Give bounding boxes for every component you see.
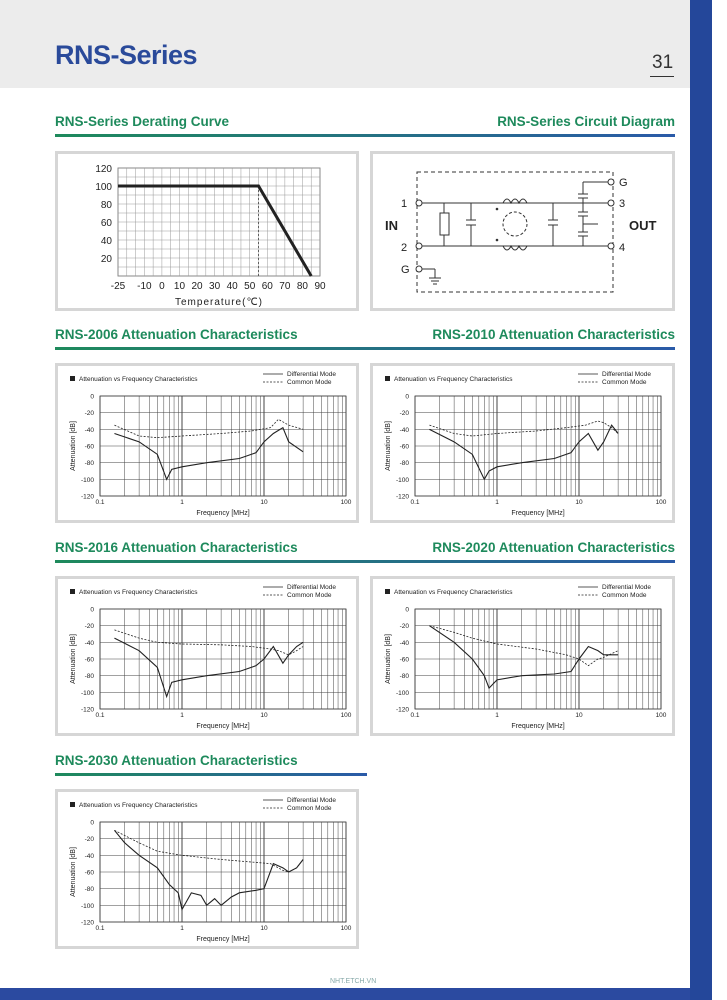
x-tick-label: -10 (137, 281, 152, 292)
y-tick-label: -40 (399, 639, 409, 647)
att2016-panel (55, 576, 359, 736)
x-axis-label: Frequency [MHz] (196, 510, 250, 517)
legend-label: Common Mode (602, 379, 647, 386)
y-tick-label: -60 (399, 656, 409, 664)
pin-3: 3 (619, 198, 626, 210)
y-tick-label: 0 (90, 606, 94, 614)
y-tick-label: 20 (100, 254, 112, 265)
y-tick-label: -80 (84, 673, 94, 681)
y-tick-label: -80 (399, 460, 409, 468)
x-tick-label: 30 (209, 281, 221, 292)
x-tick-label: 100 (340, 925, 352, 932)
y-tick-label: -20 (399, 410, 409, 418)
heading-att2020: RNS-2020 Attenuation Characteristics (432, 540, 675, 555)
x-tick-label: 80 (296, 281, 308, 292)
y-tick-label: -100 (80, 476, 94, 484)
x-tick-label: 10 (260, 712, 268, 719)
pin-g-out: G (619, 177, 628, 189)
y-tick-label: -20 (84, 410, 94, 418)
page-number: 31 (652, 52, 674, 73)
circuit-diagram (373, 154, 672, 308)
att2010-panel (370, 363, 675, 523)
y-tick-label: -100 (80, 689, 94, 697)
legend-label: Differential Mode (287, 371, 337, 378)
right-accent-bar (690, 0, 712, 1000)
att2020-chart (373, 579, 672, 733)
legend-bullet (385, 589, 390, 594)
x-tick-label: 0.1 (95, 712, 105, 719)
y-tick-label: -60 (399, 443, 409, 451)
page-number-rule (650, 76, 674, 77)
legend-label: Differential Mode (602, 584, 652, 591)
pin-1: 1 (401, 198, 408, 210)
chart-title: Attenuation vs Frequency Characteristics (394, 589, 513, 596)
att2020-panel (370, 576, 675, 736)
x-tick-label: 90 (314, 281, 326, 292)
x-tick-label: 1 (495, 499, 499, 506)
y-axis-label: Attenuation [dB] (385, 421, 392, 471)
legend-label: Differential Mode (602, 371, 652, 378)
chart-title: Attenuation vs Frequency Characteristics (79, 802, 198, 809)
legend-label: Common Mode (602, 592, 647, 599)
x-axis-label: Frequency [MHz] (511, 723, 565, 730)
page-title: RNS-Series (55, 40, 198, 70)
y-tick-label: 0 (90, 393, 94, 401)
y-axis-label: Attenuation [dB] (70, 634, 77, 684)
x-tick-label: 1 (180, 712, 184, 719)
x-axis-label: Frequency [MHz] (196, 936, 250, 943)
y-tick-label: -40 (399, 426, 409, 434)
y-tick-label: 60 (100, 218, 112, 229)
pin-g-in: G (401, 264, 410, 276)
x-tick-label: 0.1 (410, 712, 420, 719)
att2006-panel (55, 363, 359, 523)
heading-att2010: RNS-2010 Attenuation Characteristics (432, 327, 675, 342)
y-tick-label: -40 (84, 426, 94, 434)
y-axis-label: Attenuation [dB] (70, 421, 77, 471)
heading-rule (55, 347, 675, 350)
x-tick-label: 10 (173, 281, 186, 292)
y-tick-label: 0 (405, 393, 409, 401)
y-tick-label: -100 (395, 476, 409, 484)
att2016-chart (58, 579, 356, 733)
x-tick-label: 1 (180, 925, 184, 932)
y-tick-label: -60 (84, 656, 94, 664)
y-tick-label: -80 (84, 460, 94, 468)
x-tick-label: 100 (340, 499, 352, 506)
legend-label: Common Mode (287, 379, 332, 386)
att2030-chart (58, 792, 356, 946)
y-tick-label: -60 (84, 443, 94, 451)
x-axis-label: Frequency [MHz] (196, 723, 250, 730)
x-tick-label: 100 (655, 712, 667, 719)
y-tick-label: -20 (84, 623, 94, 631)
x-tick-label: 40 (226, 281, 238, 292)
y-tick-label: 40 (100, 236, 112, 247)
heading-att2006: RNS-2006 Attenuation Characteristics (55, 327, 298, 342)
heading-derating: RNS-Series Derating Curve (55, 114, 230, 129)
x-axis-label: Frequency [MHz] (511, 510, 565, 517)
y-tick-label: -80 (399, 673, 409, 681)
y-tick-label: -100 (395, 689, 409, 697)
y-tick-label: -20 (399, 623, 409, 631)
y-tick-label: -120 (395, 706, 409, 714)
y-axis-label: Attenuation [dB] (385, 634, 392, 684)
x-tick-label: 0.1 (95, 925, 105, 932)
x-tick-label: 10 (575, 499, 583, 506)
circuit-panel (370, 151, 675, 311)
legend-label: Common Mode (287, 592, 332, 599)
x-tick-label: 0.1 (410, 499, 420, 506)
att2006-chart (58, 366, 356, 520)
legend-bullet (385, 376, 390, 381)
x-tick-label: 1 (180, 499, 184, 506)
x-tick-label: 0.1 (95, 499, 105, 506)
y-tick-label: 120 (95, 164, 112, 175)
x-tick-label: 1 (495, 712, 499, 719)
in-label: IN (385, 218, 398, 233)
x-tick-label: 70 (279, 281, 291, 292)
heading-att2030: RNS-2030 Attenuation Characteristics (55, 753, 298, 768)
y-tick-label: 100 (95, 182, 112, 193)
x-tick-label: 10 (575, 712, 583, 719)
x-axis-label: Temperature(℃) (174, 297, 264, 308)
x-tick-label: 10 (260, 499, 268, 506)
pin-2: 2 (401, 242, 408, 254)
y-tick-label: 80 (100, 200, 112, 211)
att2010-chart (373, 366, 672, 520)
x-tick-label: -25 (110, 281, 126, 292)
derating-chart (58, 154, 356, 308)
y-tick-label: -120 (395, 493, 409, 501)
footer-text: NHT.ETCH.VN (330, 978, 377, 985)
y-tick-label: -100 (80, 902, 94, 910)
x-tick-label: 60 (261, 281, 273, 292)
att2030-panel (55, 789, 359, 949)
heading-rule (55, 773, 367, 776)
x-tick-label: 100 (655, 499, 667, 506)
heading-circuit: RNS-Series Circuit Diagram (497, 114, 675, 129)
y-tick-label: -120 (80, 493, 94, 501)
y-tick-label: -40 (84, 639, 94, 647)
out-label: OUT (629, 218, 657, 233)
heading-rule (55, 560, 675, 563)
y-tick-label: 0 (90, 819, 94, 827)
derating-panel (55, 151, 359, 311)
x-tick-label: 100 (340, 712, 352, 719)
y-axis-label: Attenuation [dB] (70, 847, 77, 897)
y-tick-label: -120 (80, 919, 94, 927)
legend-label: Common Mode (287, 805, 332, 812)
right-edge (712, 0, 727, 1000)
x-tick-label: 20 (191, 281, 203, 292)
x-tick-label: 10 (260, 925, 268, 932)
y-tick-label: -120 (80, 706, 94, 714)
y-tick-label: -40 (84, 852, 94, 860)
chart-title: Attenuation vs Frequency Characteristics (79, 589, 198, 596)
y-tick-label: 0 (405, 606, 409, 614)
chart-title: Attenuation vs Frequency Characteristics (394, 376, 513, 383)
y-tick-label: -60 (84, 869, 94, 877)
legend-bullet (70, 376, 75, 381)
chart-title: Attenuation vs Frequency Characteristics (79, 376, 198, 383)
legend-bullet (70, 589, 75, 594)
legend-bullet (70, 802, 75, 807)
x-tick-label: 0 (159, 281, 165, 292)
pin-4: 4 (619, 242, 626, 254)
y-tick-label: -20 (84, 836, 94, 844)
heading-rule (55, 134, 675, 137)
x-tick-label: 50 (244, 281, 256, 292)
legend-label: Differential Mode (287, 797, 337, 804)
legend-label: Differential Mode (287, 584, 337, 591)
footer-bar (0, 988, 690, 1000)
heading-att2016: RNS-2016 Attenuation Characteristics (55, 540, 298, 555)
y-tick-label: -80 (84, 886, 94, 894)
